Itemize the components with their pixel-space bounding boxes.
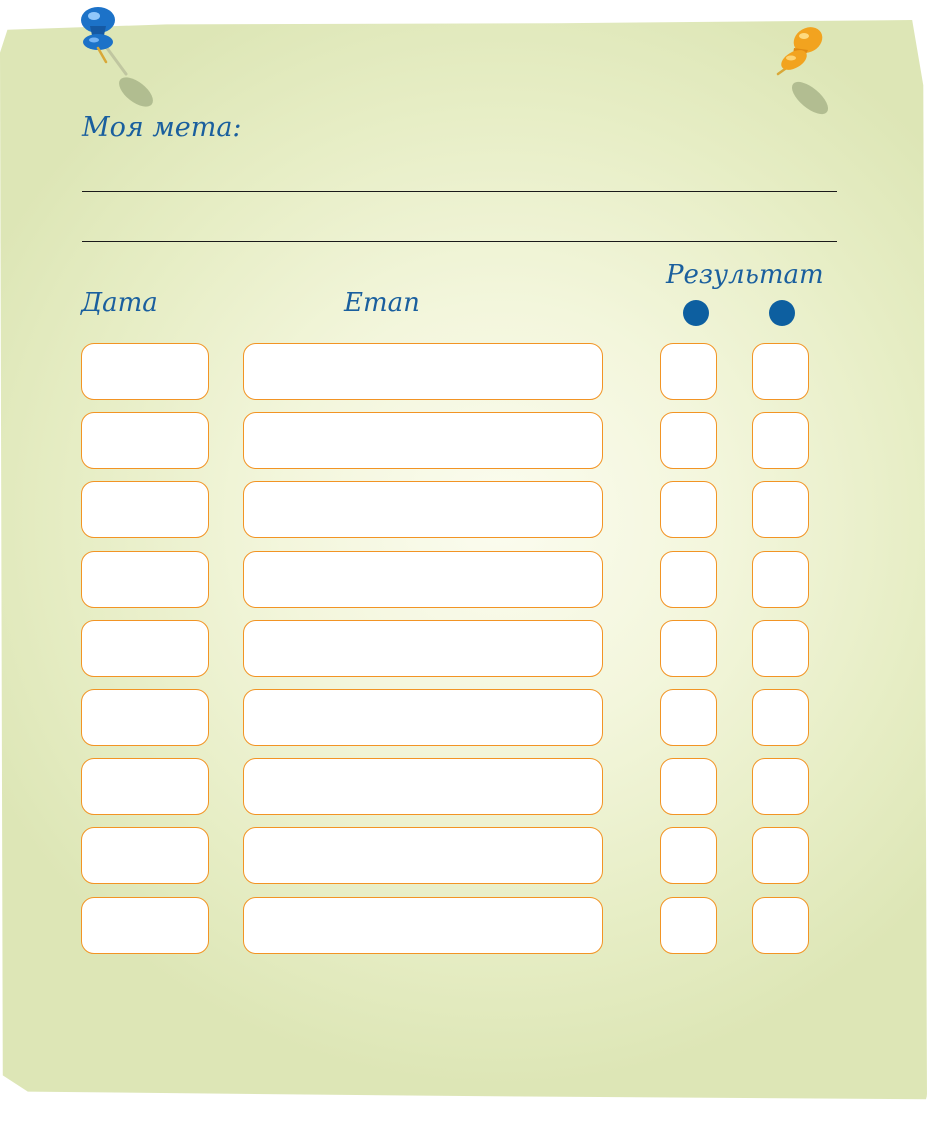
stage-field[interactable] [243, 897, 603, 954]
goal-line-2[interactable] [82, 241, 837, 242]
date-field[interactable] [81, 620, 209, 677]
push-pin-blue-icon [70, 4, 180, 114]
stage-field[interactable] [243, 412, 603, 469]
date-field[interactable] [81, 827, 209, 884]
result-2-field[interactable] [752, 827, 809, 884]
date-field[interactable] [81, 481, 209, 538]
stage-field[interactable] [243, 551, 603, 608]
result-1-field[interactable] [660, 689, 717, 746]
table-row [0, 481, 927, 538]
table-row [0, 897, 927, 954]
result-1-field[interactable] [660, 551, 717, 608]
column-header-result: Результат [666, 260, 824, 290]
table-row [0, 412, 927, 469]
result-2-field[interactable] [752, 343, 809, 400]
stage-field[interactable] [243, 343, 603, 400]
stage-field[interactable] [243, 481, 603, 538]
date-field[interactable] [81, 343, 209, 400]
result-2-field[interactable] [752, 620, 809, 677]
result-2-field[interactable] [752, 897, 809, 954]
result-1-field[interactable] [660, 412, 717, 469]
result-1-field[interactable] [660, 481, 717, 538]
result-1-field[interactable] [660, 758, 717, 815]
result-2-field[interactable] [752, 689, 809, 746]
goal-label: Моя мета: [82, 112, 242, 143]
table-row [0, 620, 927, 677]
stage-field[interactable] [243, 620, 603, 677]
table-row [0, 343, 927, 400]
result-2-field[interactable] [752, 481, 809, 538]
column-header-date: Дата [81, 288, 158, 318]
date-field[interactable] [81, 412, 209, 469]
goal-line-1[interactable] [82, 191, 837, 192]
push-pin-orange-icon [764, 18, 874, 128]
date-field[interactable] [81, 758, 209, 815]
stage-field[interactable] [243, 758, 603, 815]
result-2-field[interactable] [752, 412, 809, 469]
result-1-field[interactable] [660, 897, 717, 954]
date-field[interactable] [81, 897, 209, 954]
result-2-field[interactable] [752, 758, 809, 815]
table-row [0, 689, 927, 746]
column-header-stage: Етап [344, 288, 420, 318]
date-field[interactable] [81, 551, 209, 608]
result-2-field[interactable] [752, 551, 809, 608]
result-dot-icon [769, 300, 795, 326]
result-1-field[interactable] [660, 620, 717, 677]
table-row [0, 758, 927, 815]
date-field[interactable] [81, 689, 209, 746]
table-row [0, 827, 927, 884]
stage-field[interactable] [243, 689, 603, 746]
stage-field[interactable] [243, 827, 603, 884]
result-dot-icon [683, 300, 709, 326]
result-1-field[interactable] [660, 827, 717, 884]
table-row [0, 551, 927, 608]
result-1-field[interactable] [660, 343, 717, 400]
